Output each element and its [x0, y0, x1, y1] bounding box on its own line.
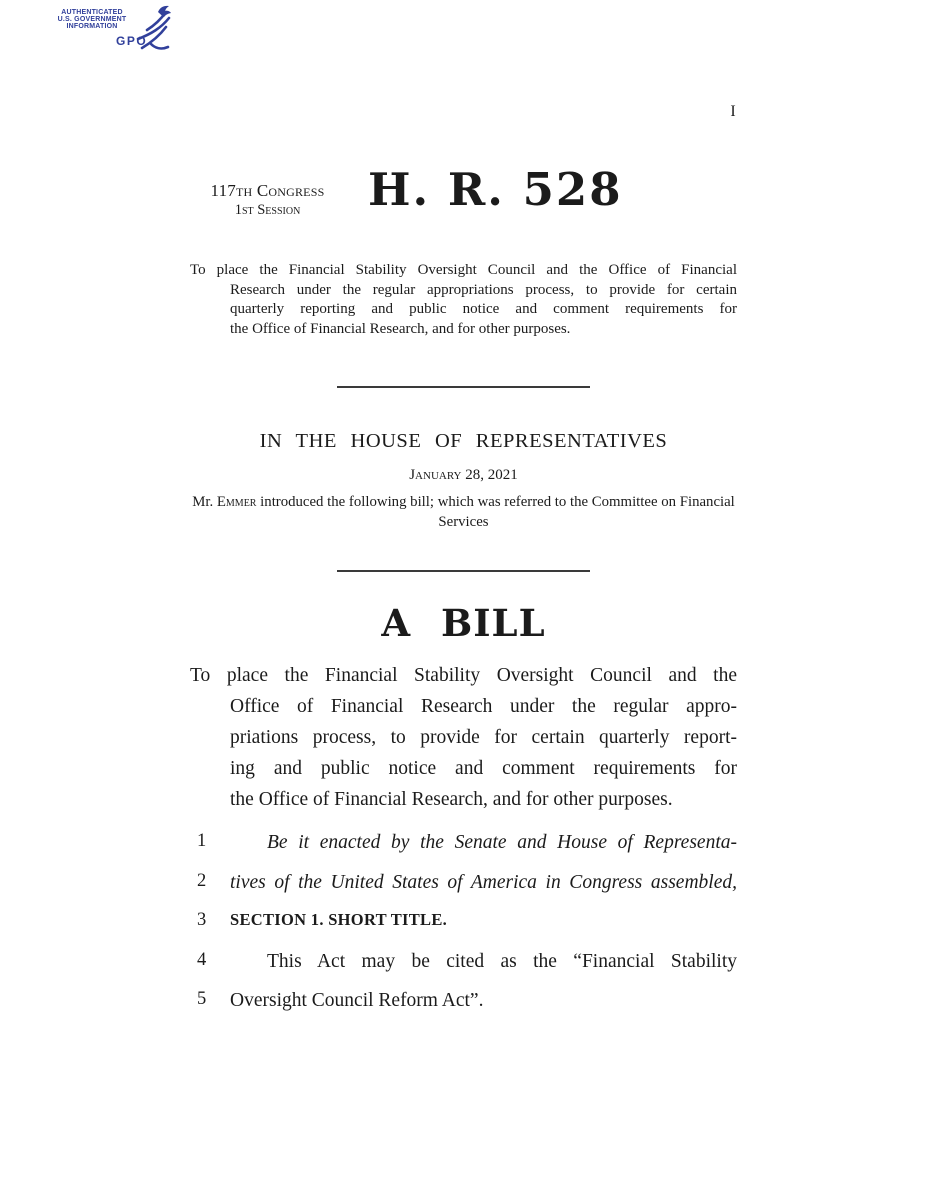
- text-line-row: [197, 989, 737, 1029]
- preamble-line: To place the Financial Stability Oversight Council and the: [190, 665, 737, 686]
- text-line-row: [197, 950, 737, 990]
- referral-rest: introduced the following bill; which was referred to the Committee on Financial Services: [256, 494, 735, 530]
- gpo-logo-line3: INFORMATION: [66, 23, 118, 30]
- long-title-line: Research under the regular appropriations process, to provide for certain: [230, 281, 737, 298]
- session-label: 1st Session: [234, 202, 301, 218]
- separator-rule-top: [337, 386, 590, 388]
- long-title-line: the Office of Financial Research, and for other purposes.: [230, 320, 571, 337]
- enacting-clause-line: tives of the United States of America in Congress assembled,: [230, 871, 737, 893]
- gpo-logo-line1: AUTHENTICATED: [61, 9, 123, 16]
- gpo-logo-text: [56, 9, 128, 30]
- separator-rule-bottom: [337, 570, 590, 572]
- introduction-date: January 28, 2021: [409, 467, 518, 483]
- section-text-line: Oversight Council Reform Act”.: [230, 990, 484, 1011]
- bill-preamble: [190, 660, 737, 815]
- line-number: 4: [197, 949, 207, 970]
- line-number: 3: [197, 910, 207, 930]
- line-number: 1: [197, 831, 207, 851]
- gpo-logo-gpo-label: GPO: [116, 34, 148, 48]
- official-long-title: [190, 261, 737, 339]
- long-title-line: quarterly reporting and public notice and comment requirements for: [230, 301, 737, 318]
- preamble-line: Office of Financial Research under the regular appro-: [230, 696, 737, 717]
- preamble-line: ing and public notice and comment requirements for: [230, 758, 737, 779]
- legislative-text: [197, 831, 737, 1029]
- section-text-line: This Act may be cited as the “Financial Stability: [267, 950, 737, 972]
- preamble-line: priations process, to provide for certain quarterly report-: [230, 727, 737, 748]
- page-number: I: [730, 103, 736, 120]
- long-title-line: To place the Financial Stability Oversight Council and the Office of Financial: [190, 262, 737, 278]
- a-bill-heading: A BILL: [381, 601, 546, 645]
- gpo-logo-line2: U.S. GOVERNMENT: [57, 16, 127, 23]
- preamble-line: the Office of Financial Research, and for other purposes.: [230, 789, 673, 810]
- text-line-row: [197, 910, 737, 950]
- line-number: 2: [197, 870, 207, 891]
- bill-number: H. R. 528: [368, 163, 623, 216]
- referral-prefix: Mr.: [192, 494, 217, 510]
- text-line-row: [197, 871, 737, 911]
- congress-label: 117th Congress: [210, 181, 325, 200]
- section-heading: SECTION 1. SHORT TITLE.: [230, 910, 448, 929]
- text-line-row: [197, 831, 737, 871]
- sponsor-name: Emmer: [216, 494, 257, 510]
- referral-statement: [176, 492, 751, 532]
- congress-session-block: [186, 181, 349, 219]
- chamber-heading: IN THE HOUSE OF REPRESENTATIVES: [259, 430, 668, 452]
- gpo-authentication-logo: [56, 3, 181, 55]
- line-number: 5: [197, 989, 207, 1009]
- enacting-clause-line: Be it enacted by the Senate and House of Representa-: [267, 832, 737, 853]
- gpo-eagle-icon: [122, 3, 174, 53]
